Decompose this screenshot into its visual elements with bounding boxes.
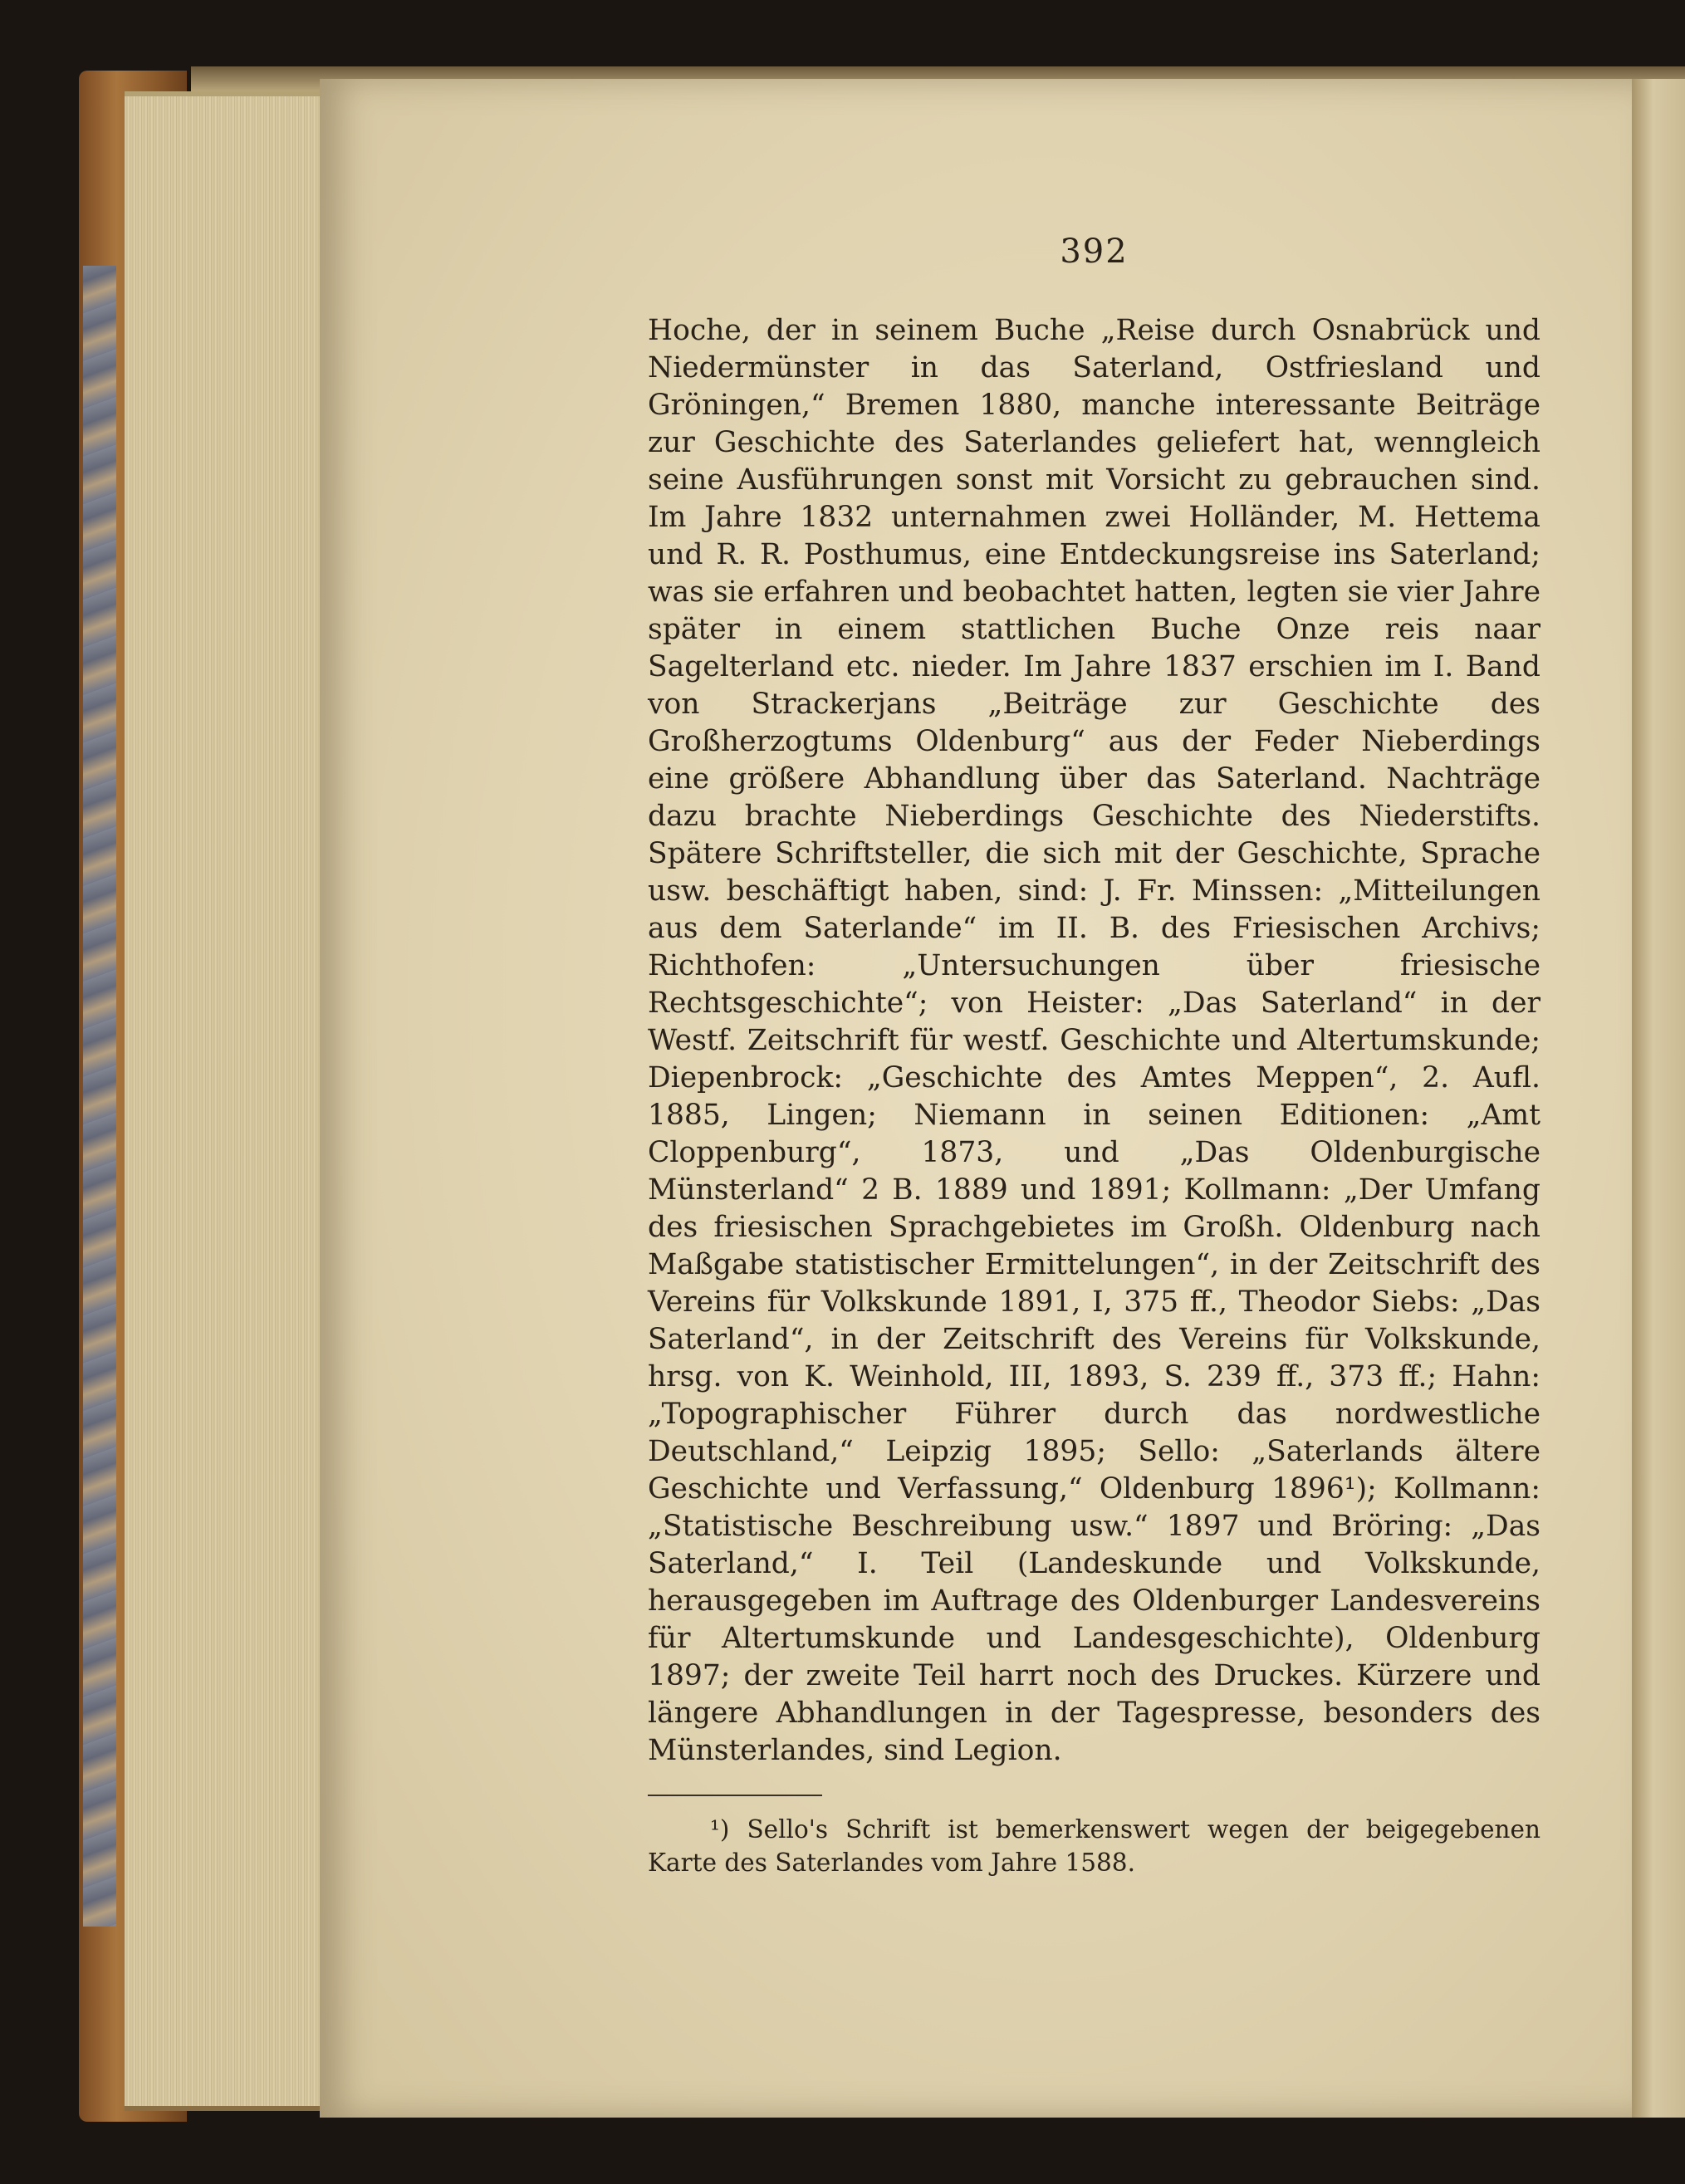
body-paragraph: Hoche, der in seinem Buche „Reise durch Osnabrück und Niedermünster in das Saterland, Ostfriesland und Gröningen,“ Bremen 1880, manche interessante Beiträge zur Geschichte des Saterlandes geliefert hat, wenngleich seine Ausführungen sonst mit Vorsicht zu gebrauchen sind. Im Jahre 1832 unternahmen zwei Holländer, M. Hettema und R. R. Posthumus, eine Entdeckungsreise ins Saterland; was sie erfahren und beobachtet hatten, legten sie vier Jahre später in einem stattlichen Buche Onze reis naar Sagelterland etc. nieder. Im Jahre 1837 erschien im I. Band von Strackerjans „Beiträge zur Geschichte des Großherzogtums Oldenburg“ aus der Feder Nieberdings eine größere Abhandlung über das Saterland. Nachträge dazu brachte Nieberdings Geschichte des Niederstifts. Spätere Schriftsteller, die sich mit der Geschichte, Sprache usw. beschäftigt haben, sind: J. Fr. Minssen: „Mitteilungen aus dem Saterlande“ im II. B. des Friesischen Archivs; Richthofen: „Untersuchungen über friesische Rechtsgeschichte“; von Heister: „Das Saterland“ in der Westf. Zeitschrift für westf. Geschichte und Altertumskunde; Diepenbrock: „Geschichte des Amtes Meppen“, 2. Aufl. 1885, Lingen; Niemann in seinen Editionen: „Amt Cloppenburg“, 1873, und „Das Oldenburgische Münsterland“ 2 B. 1889 und 1891; Kollmann: „Der Umfang des friesischen Sprachgebietes im Großh. Oldenburg nach Maßgabe statistischer Ermittelungen“, in der Zeitschrift des Vereins für Volkskunde 1891, I, 375 ff., Theodor Siebs: „Das Saterland“, in der Zeitschrift des Vereins für Volkskunde, hrsg. von K. Weinhold, III, 1893, S. 239 ff., 373 ff.; Hahn: „Topographischer Führer durch das nordwestliche Deutschland,“ Leipzig 1895; Sello: „Saterlands ältere Geschichte und Verfassung,“ Oldenburg 1896¹); Kollmann: „Statistische Beschreibung usw.“ 1897 und Bröring: „Das Saterland,“ I. Teil (Landeskunde und Volkskunde, herausgegeben im Auftrage des Oldenburger Landesvereins für Altertumskunde und Landesgeschichte), Oldenburg 1897; der zweite Teil harrt noch des Druckes. Kürzere und längere Abhandlungen in der Tagespresse, besonders des Münsterlandes, sind Legion. bbox=[648, 314, 1541, 1767]
marbled-endpaper bbox=[83, 266, 116, 1927]
page-edges bbox=[125, 91, 340, 2111]
footnote-rule bbox=[648, 1795, 822, 1796]
text-block bbox=[648, 233, 1541, 1879]
facing-page-edge bbox=[1632, 79, 1685, 2118]
page-number: 392 bbox=[1060, 233, 1129, 271]
footnote: ¹) Sello's Schrift ist bemerkenswert wegen der beigegebenen Karte des Saterlandes vom Jahre 1588. bbox=[648, 1815, 1541, 1877]
